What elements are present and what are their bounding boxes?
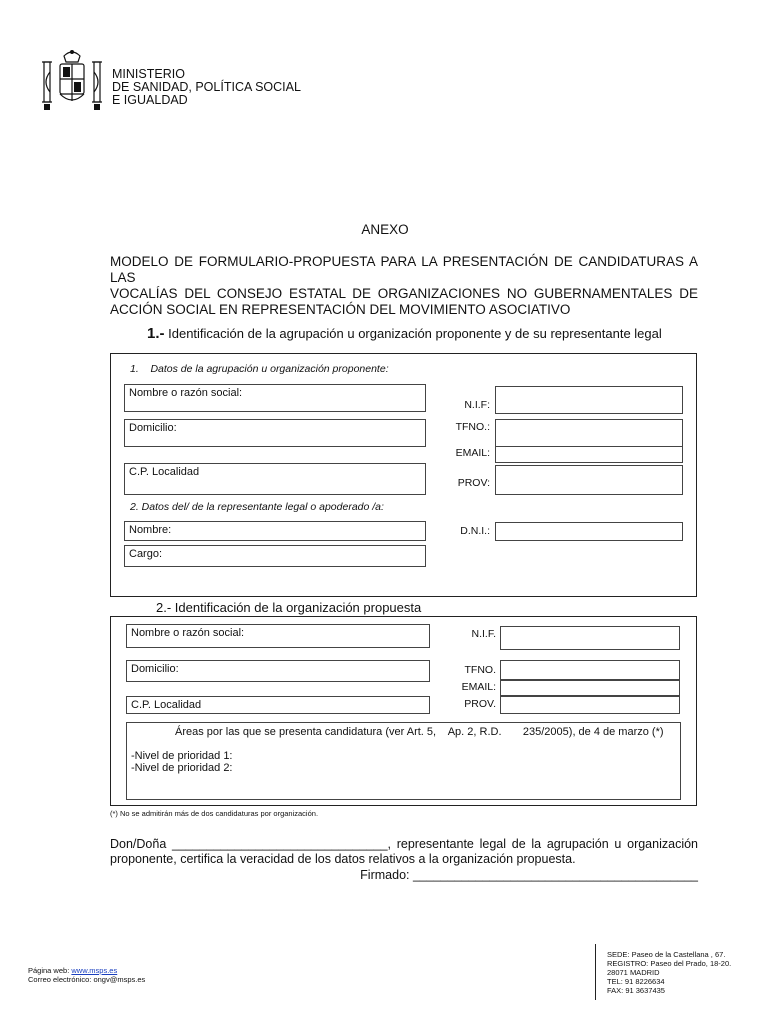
areas-field[interactable]	[126, 722, 681, 800]
sub1-heading	[130, 363, 389, 375]
priority2-label: -Nivel de prioridad 2:	[131, 762, 233, 774]
field-label: Domicilio:	[131, 663, 179, 675]
address-line: 28071 MADRID	[607, 968, 660, 977]
ministry-line: MINISTERIO	[112, 67, 185, 81]
org-email-label: EMAIL:	[461, 681, 496, 693]
priority1-label: -Nivel de prioridad 1:	[131, 750, 233, 762]
sub2-heading: 2. Datos del/ de la representante legal o apoderado /a:	[130, 501, 384, 513]
domicilio-field[interactable]	[124, 419, 426, 447]
field-label: Cargo:	[129, 548, 163, 560]
ministry-line: E IGUALDAD	[112, 93, 188, 107]
org-email-input[interactable]	[500, 680, 680, 696]
field-label: Nombre o razón social:	[131, 627, 245, 639]
address-line: SEDE: Paseo de la Castellana , 67.	[607, 950, 726, 959]
firmado-line: Firmado: _________________________________________	[360, 868, 698, 882]
cp-localidad-field[interactable]	[124, 463, 426, 495]
address-line: REGISTRO: Paseo del Prado, 18-20.	[607, 959, 732, 968]
document-title	[110, 254, 698, 318]
signature-line-2: proponente, certifica la veracidad de los datos relativos a la organización propuesta.	[110, 852, 576, 866]
address-line: FAX: 91 3637435	[607, 986, 665, 995]
field-label: C.P. Localidad	[131, 699, 202, 711]
org-nif-label: N.I.F.	[471, 628, 496, 640]
address-line: TEL: 91 8226634	[607, 977, 665, 986]
title-line: VOCALÍAS DEL CONSEJO ESTATAL DE ORGANIZACIONES NO GUBERNAMENTALES DE	[110, 286, 698, 301]
field-label: Domicilio:	[129, 422, 177, 434]
field-label: C.P. Localidad	[129, 466, 200, 478]
tfno-label: TFNO.:	[455, 421, 490, 433]
org-name-field[interactable]	[126, 624, 430, 648]
nif-input[interactable]	[495, 386, 683, 414]
ministry-name	[112, 68, 301, 107]
org-tfno-label: TFNO.	[464, 664, 496, 676]
prov-input[interactable]	[495, 465, 683, 495]
web-link[interactable]: www.msps.es	[71, 966, 118, 975]
footer-contact	[28, 966, 145, 984]
org-nif-input[interactable]	[500, 626, 680, 650]
areas-label: Áreas por las que se presenta candidatura (ver Art. 5, Ap. 2, R.D. 235/2005), de 4 de marzo (*)	[175, 726, 664, 738]
org-prov-input[interactable]	[500, 696, 680, 714]
dni-input[interactable]	[495, 522, 683, 541]
cargo-field[interactable]	[124, 545, 426, 567]
section2-heading: 2.- Identificación de la organización propuesta	[156, 600, 422, 615]
sub1-number: 1.	[130, 363, 139, 375]
email-contact: Correo electrónico: ongv@msps.es	[28, 975, 146, 984]
org-tfno-input[interactable]	[500, 660, 680, 680]
nif-label: N.I.F:	[464, 399, 490, 411]
ministry-line: DE SANIDAD, POLÍTICA SOCIAL	[112, 80, 301, 94]
org-cp-field[interactable]	[126, 696, 430, 714]
footer-divider	[595, 944, 596, 1000]
title-line: ACCIÓN SOCIAL EN REPRESENTACIÓN DEL MOVIMIENTO ASOCIATIVO	[110, 302, 571, 317]
anexo-heading: ANEXO	[361, 222, 409, 237]
signature-line-1: Don/Doña _______________________________, representante legal de la agrupación u organización	[110, 837, 698, 851]
prov-label: PROV:	[457, 477, 490, 489]
dni-label: D.N.I.:	[460, 525, 490, 537]
footer-address	[607, 950, 731, 995]
org-domicilio-field[interactable]	[126, 660, 430, 682]
section1-number: 1.-	[147, 325, 165, 342]
coat-of-arms-emblem	[38, 46, 106, 118]
section1-title: Identificación de la agrupación u organización proponente y de su representante legal	[164, 326, 662, 341]
field-label: Nombre o razón social:	[129, 387, 243, 399]
web-label: Página web:	[28, 966, 72, 975]
tfno-input[interactable]	[495, 419, 683, 447]
footnote: (*) No se admitirán más de dos candidaturas por organización.	[110, 809, 319, 818]
org-prov-label: PROV.	[464, 698, 496, 710]
proponent-name-field[interactable]	[124, 384, 426, 412]
email-input[interactable]	[495, 446, 683, 463]
sub1-title: Datos de la agrupación u organización proponente:	[150, 363, 389, 375]
section1-heading	[147, 325, 662, 342]
email-label: EMAIL:	[455, 447, 490, 459]
field-label: Nombre:	[129, 524, 172, 536]
title-line: MODELO DE FORMULARIO-PROPUESTA PARA LA PRESENTACIÓN DE CANDIDATURAS A LAS	[110, 254, 698, 285]
rep-name-field[interactable]	[124, 521, 426, 541]
